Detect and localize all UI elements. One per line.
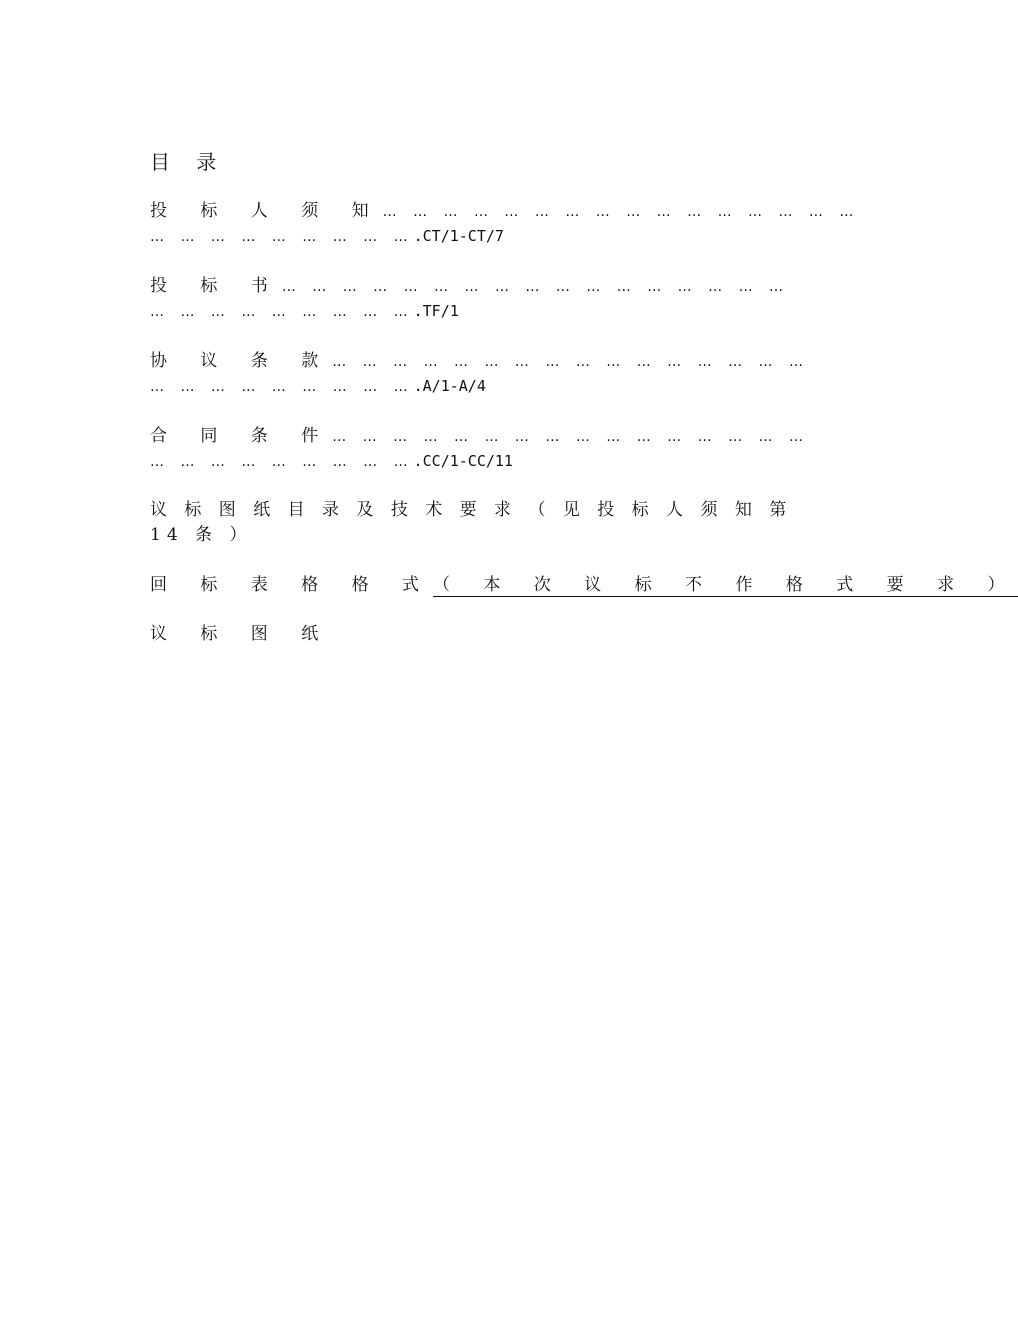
toc-page-ref: .CC/1-CC/11 [413, 452, 513, 470]
toc-leader-dots: … … … … … … … … … … … … … … … … [382, 204, 860, 220]
toc-page-ref: .CT/1-CT/7 [413, 227, 504, 245]
toc-entry-label: 议 标 图 纸 [150, 624, 333, 644]
toc-leader-dots: … … … … … … … … … … … … … … … … [332, 429, 809, 445]
toc-entry-label: 回 标 表 格 格 式 [150, 575, 434, 595]
toc-title: 目 录 [150, 150, 227, 174]
toc-entry-label: 协 议 条 款 [150, 351, 333, 371]
toc-leader-dots: … … … … … … … … … [150, 454, 414, 470]
toc-entry-drawings [150, 622, 790, 647]
toc-leader-dots: … … … … … … … … … … … … … … … … … [281, 279, 790, 295]
toc-page-ref: .A/1-A/4 [413, 377, 486, 395]
toc-leader-dots: … … … … … … … … … [150, 229, 414, 245]
toc-entry-bidder-instructions [150, 199, 860, 249]
toc-entry-tender-form [150, 274, 790, 324]
toc-entry-text: 议 标 图 纸 目 录 及 技 术 要 求 （ 见 投 标 人 须 知 第 [150, 500, 793, 520]
toc-leader-dots: … … … … … … … … … [150, 379, 414, 395]
toc-entry-contract-conditions [150, 424, 809, 474]
return-form-note: （ 本 次 议 标 不 作 格 式 要 求 ） [433, 575, 1018, 595]
toc-leader-dots: … … … … … … … … … [150, 304, 414, 320]
toc-entry-return-form [150, 573, 1018, 598]
toc-entry-drawing-requirements [150, 498, 793, 548]
toc-leader-dots: … … … … … … … … … … … … … … … … [332, 354, 809, 370]
toc-entry-label: 投 标 书 [150, 276, 282, 296]
toc-entry-agreement-terms [150, 349, 809, 399]
toc-page-ref: .TF/1 [413, 302, 459, 320]
toc-entry-text: 14 条 ） [150, 525, 253, 545]
toc-entry-label: 投 标 人 须 知 [150, 201, 383, 221]
toc-entry-label: 合 同 条 件 [150, 426, 333, 446]
